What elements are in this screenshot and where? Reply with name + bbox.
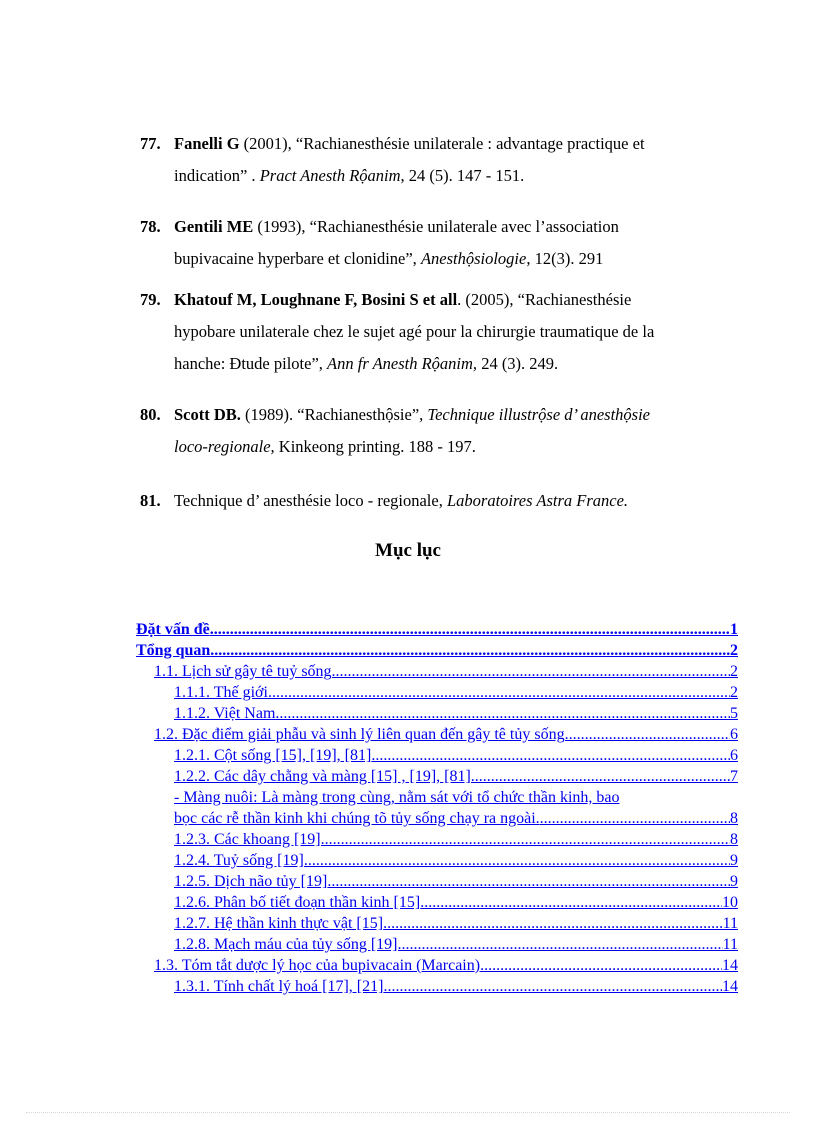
toc-entry-label: Tổng quan [136, 642, 211, 659]
reference-text: hanche: Đtude pilote”, [174, 354, 328, 373]
toc-entry-label: 1.2.3. Các khoang [19] [174, 831, 321, 848]
toc-entry[interactable] [136, 661, 738, 682]
toc-entry[interactable] [136, 787, 738, 808]
toc-entry[interactable] [136, 871, 738, 892]
toc-entry[interactable] [136, 703, 738, 724]
reference-line: hypobare unilaterale chez le sujet agé pour la chirurgie traumatique de la [174, 322, 655, 341]
reference-number: 77. [140, 134, 161, 153]
reference-item [140, 211, 738, 275]
toc-page-number: 9 [730, 852, 738, 869]
reference-line [140, 128, 738, 160]
toc-page-number: 1 [730, 621, 738, 638]
toc-entry-label: 1.2.7. Hệ thần kinh thực vật [15] [174, 915, 384, 932]
toc-heading: Mục lục [375, 540, 441, 561]
toc-page-number: 10 [722, 894, 738, 911]
toc-page-number: 8 [730, 831, 738, 848]
reference-text: (1989). “Rachianesthộsie”, [240, 405, 428, 424]
reference-text: , 12(3). 291 [526, 249, 604, 268]
toc-entry[interactable] [136, 619, 738, 640]
toc-entry-label: Đặt vấn đề [136, 621, 210, 638]
reference-journal: Technique illustrộse d’ anesthộsie [427, 405, 650, 424]
toc-page-number: 2 [730, 642, 738, 659]
toc-leader [540, 808, 730, 829]
reference-journal: loco-regionale, [174, 437, 275, 456]
toc-leader [398, 934, 723, 955]
reference-line [140, 399, 738, 431]
reference-text: (1993), “Rachianesthésie unilaterale avec l’association [253, 217, 619, 236]
reference-author: Fanelli G [174, 134, 240, 153]
reference-line [140, 160, 738, 192]
reference-text: (2001), “Rachianesthésie unilaterale : advantage practique et [239, 134, 645, 153]
reference-text: , 24 (5). 147 - 151. [400, 166, 525, 185]
reference-line [140, 211, 738, 243]
toc-entry-label: 1.2. Đặc điểm giải phẫu và sinh lý liên quan đến gây tê tủy sống [154, 726, 565, 743]
toc-entry[interactable] [136, 829, 738, 850]
page-bottom-divider [26, 1112, 790, 1114]
toc-leader [321, 829, 730, 850]
toc-page-number: 6 [730, 747, 738, 764]
reference-item [140, 485, 738, 517]
reference-item [140, 399, 738, 463]
toc-page-number: 11 [722, 915, 738, 932]
toc-page-number: 14 [722, 957, 738, 974]
toc-leader [565, 724, 730, 745]
toc-leader [480, 955, 722, 976]
toc-page-number: 6 [730, 726, 738, 743]
toc-page-number: 11 [722, 936, 738, 953]
toc-entry-label: 1.2.6. Phân bố tiết đoạn thần kinh [15] [174, 894, 421, 911]
toc-leader [304, 850, 730, 871]
toc-entry[interactable] [136, 682, 738, 703]
toc-entry-label-continued: bọc các rễ thần kinh khi chúng tõ tủy sống chạy ra ngoài. [174, 810, 540, 827]
reference-text: bupivacaine hyperbare et clonidine”, [174, 249, 421, 268]
toc-leader [383, 976, 722, 997]
toc-entry[interactable] [136, 955, 738, 976]
toc-page-number: 7 [730, 768, 738, 785]
reference-line [140, 431, 738, 463]
reference-number: 79. [140, 290, 161, 309]
reference-journal: Pract Anesth Rộanim [259, 166, 401, 185]
toc-entry-label: 1.1.1. Thế giới [174, 684, 268, 701]
reference-text: 24 (3). 249. [477, 354, 559, 373]
reference-journal: Anesthộsiologie [420, 249, 527, 268]
toc-entry[interactable] [136, 766, 738, 787]
toc-entry-label: - Màng nuôi: Là màng trong cùng, nằm sát với tổ chức thần kinh, bao [174, 789, 620, 806]
toc-page-number: 2 [730, 663, 738, 680]
table-of-contents [136, 619, 738, 997]
reference-text: Kinkeong printing. 188 - 197. [274, 437, 476, 456]
toc-entry-label: 1.3.1. Tính chất lý hoá [17], [21] [174, 978, 384, 995]
toc-entry[interactable] [136, 640, 738, 661]
toc-entry-label: 1.3. Tóm tắt dược lý học của bupivacain (Marcain) [154, 957, 481, 974]
toc-entry[interactable] [136, 892, 738, 913]
reference-line [140, 284, 738, 316]
reference-author: Khatouf M, Loughnane F, Bosini S et all [174, 290, 458, 309]
reference-number: 81. [140, 491, 161, 510]
reference-author: Gentili ME [174, 217, 254, 236]
toc-entry[interactable] [136, 913, 738, 934]
toc-entry-label: 1.2.1. Cột sống [15], [19], [81] [174, 747, 372, 764]
toc-page-number: 5 [730, 705, 738, 722]
toc-leader [210, 640, 730, 661]
toc-page-number: 8 [730, 810, 738, 827]
toc-leader [471, 766, 730, 787]
reference-journal: Laboratoires Astra France. [446, 491, 629, 510]
toc-entry-label: 1.2.2. Các dây chằng và màng [15] , [19], [81] [174, 768, 471, 785]
reference-line [140, 348, 738, 380]
reference-line [140, 243, 738, 275]
reference-line [140, 485, 738, 517]
toc-page-number: 14 [722, 978, 738, 995]
toc-entry[interactable] [136, 850, 738, 871]
toc-entry-label: 1.2.4. Tuỷ sống [19] [174, 852, 304, 869]
reference-item [140, 128, 738, 192]
toc-entry[interactable] [136, 976, 738, 997]
toc-entry-label: 1.2.5. Dịch não tủy [19] [174, 873, 328, 890]
toc-leader [371, 745, 730, 766]
reference-journal: Ann fr Anesth Rộanim, [327, 354, 478, 373]
reference-text: indication” . [174, 166, 260, 185]
toc-leader [332, 661, 730, 682]
toc-leader [268, 682, 730, 703]
toc-entry[interactable] [136, 724, 738, 745]
toc-entry[interactable] [136, 745, 738, 766]
reference-text: Technique d’ anesthésie loco - regionale, [174, 491, 447, 510]
toc-page-number: 2 [730, 684, 738, 701]
toc-entry-label: 1.2.8. Mạch máu của tủy sống [19] [174, 936, 398, 953]
reference-number: 80. [140, 405, 161, 424]
reference-text: . (2005), “Rachianesthésie [457, 290, 632, 309]
reference-item [140, 284, 738, 380]
toc-leader [383, 913, 723, 934]
toc-entry[interactable] [136, 808, 738, 829]
reference-author: Scott DB. [174, 405, 241, 424]
toc-leader [210, 619, 730, 640]
toc-leader [420, 892, 722, 913]
toc-page-number: 9 [730, 873, 738, 890]
toc-leader [327, 871, 730, 892]
toc-entry-label: 1.1.2. Việt Nam [174, 705, 276, 722]
toc-entry-label: 1.1. Lịch sử gây tê tuỷ sống [154, 663, 332, 680]
toc-leader [275, 703, 730, 724]
reference-number: 78. [140, 217, 161, 236]
toc-entry[interactable] [136, 934, 738, 955]
